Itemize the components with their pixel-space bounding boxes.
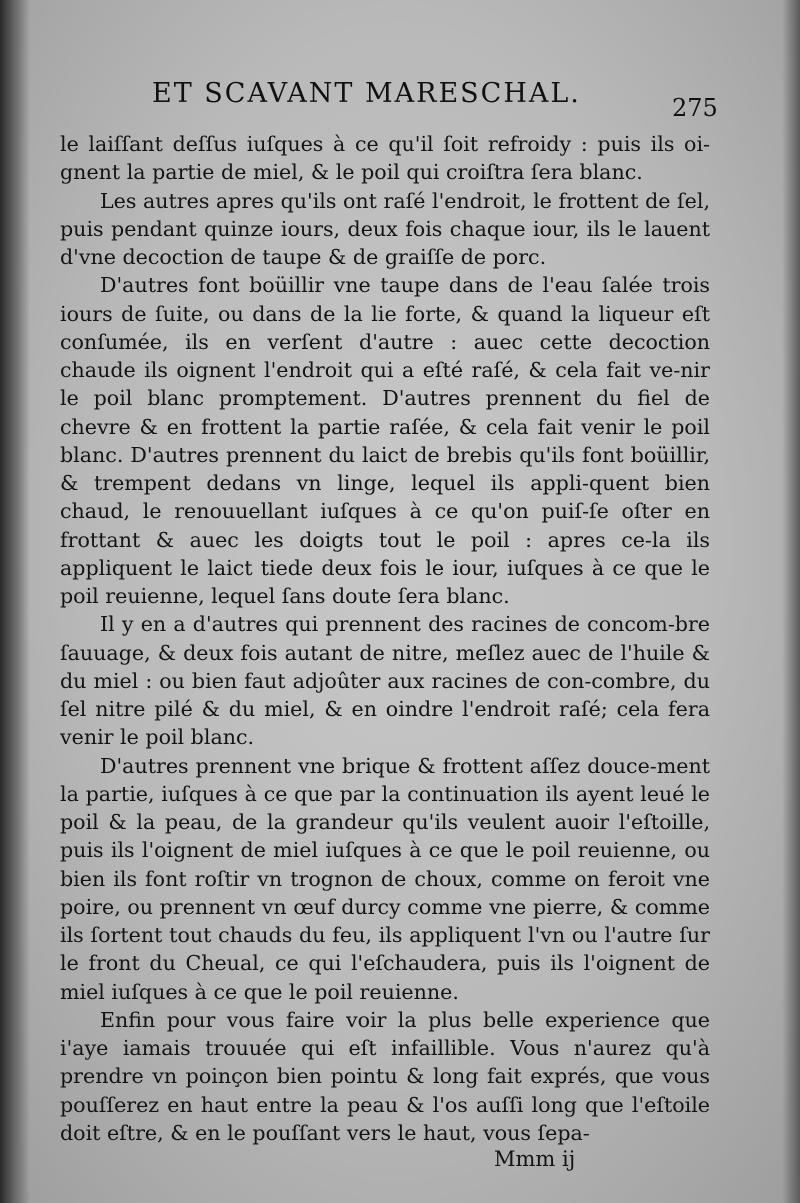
paragraph: D'autres prennent vne brique & frottent aſſez douce-ment la partie, iuſques à ce que par la continuation ils ayent leué le poil & la peau, de la grandeur qu'ils veulent auoir l'eſtoille, puis ils l'oignent de miel iuſques à ce que le poil reuienne, ou bien ils font roſtir vn trognon de choux, comme on feroit vne poire, ou prennent vn œuf durcy comme vne pierre, & comme ils ſortent tout chauds du feu, ils appliquent l'vn ou l'autre ſur le front du Cheual, ce qui l'eſchaudera, puis ils l'oignent de miel iuſques à ce que le poil reuienne. [60, 753, 710, 1004]
paragraph-continuation: le laiſſant deſſus iuſques à ce qu'il ſoit refroidy : puis ils oi-gnent la partie de miel, & le poil qui croiſtra ſera blanc. [60, 132, 710, 185]
paragraph: Il y en a d'autres qui prennent des racines de concom-bre ſauuage, & deux fois autant de nitre, meſlez auec de l'huile & du miel : ou bien faut adjoûter aux racines de con-combre, du ſel nitre pilé & du miel, & en oindre l'endroit raſé; cela fera venir le poil blanc. [60, 612, 710, 750]
running-head: ET SCAVANT MARESCHAL. [152, 78, 581, 109]
body-text [60, 130, 710, 1147]
gutter-shadow [0, 0, 30, 1203]
signature-mark: Mmm ij [494, 1147, 576, 1171]
paragraph: Les autres apres qu'ils ont raſé l'endroit, le frottent de ſel, puis pendant quinze iours, deux fois chaque iour, ils le lauent d'vne decoction de taupe & de graiſſe de porc. [60, 188, 710, 269]
paragraph: Enfin pour vous faire voir la plus belle experience que i'aye iamais trouuée qui eſt infaillible. Vous n'aurez qu'à prendre vn poinçon bien pointu & long fait exprés, que vous pouſſerez en haut entre la peau & l'os auſſi long que l'eſtoile doit eſtre, & en le pouſſant vers le haut, vous ſepa- [60, 1007, 710, 1145]
paragraph: D'autres font boüillir vne taupe dans de l'eau ſalée trois iours de ſuite, ou dans de la lie forte, & quand la liqueur eſt conſumée, ils en verſent d'autre : auec cette decoction chaude ils oignent l'endroit qui a eſté raſé, & cela fait ve-nir le poil blanc promptement. D'autres prennent du fiel de chevre & en frottent la partie raſée, & cela fait venir le poil blanc. D'autres prennent du laict de brebis qu'ils font boüillir, & trempent dedans vn linge, lequel ils appli-quent bien chaud, le renouuellant iuſques à ce qu'on puiſ-ſe oſter en frottant & auec les doigts tout le poil : apres ce-la ils appliquent le laict tiede deux fois le iour, iuſques à ce que le poil reuienne, lequel ſans doute ſera blanc. [60, 273, 710, 608]
edge-shadow [782, 0, 800, 1203]
page-number: 275 [672, 94, 718, 122]
